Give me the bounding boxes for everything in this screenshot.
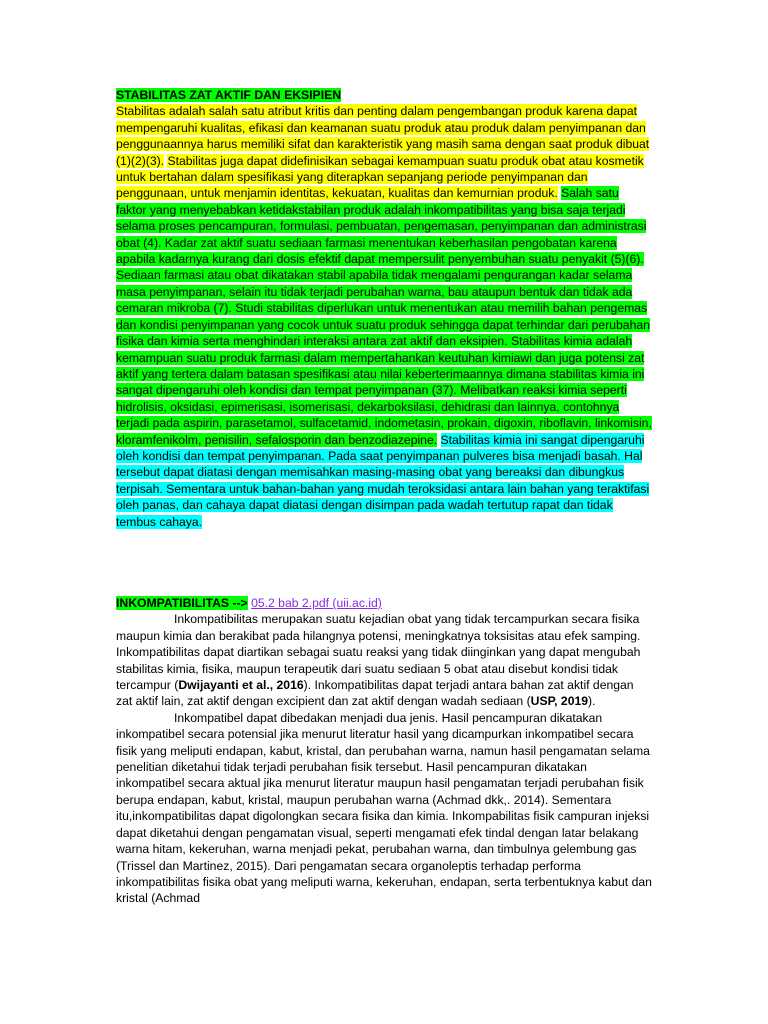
section-heading-inkompatibilitas xyxy=(116,595,652,611)
paragraph-stabilitas xyxy=(116,103,652,530)
highlight-cyan-segment: Stabilitas kimia ini sangat dipengaruhi oleh kondisi dan tempat penyimpanan. Pada saat penyimpanan pulveres bisa menjadi basah. Hal tersebut dapat diatasi dengan memisahkan masing-masing obat yang bereaksi dan dibungkus terpisah. Sementara untuk bahan-bahan yang mudah teroksidasi antara lain bahan yang teraktifasi oleh panas, dan cahaya dapat diatasi dengan disimpan pada wadah tertutup rapat dan tidak tembus cahaya. xyxy=(116,432,650,529)
citation: Dwijayanti et al., 2016 xyxy=(178,678,304,693)
paragraph-text: Inkompatibilitas merupakan suatu kejadian obat yang tidak tercampurkan secara fisika maupun kimia dan berakibat pada hilangnya potensi, meningkatnya toksisitas atau efek samping. Inkompatibilitas dapat diartikan sebagai suatu reaksi yang tidak diinginkan yang dapat mengubah stabilitas kimia, fisika, maupun terapeutik dari suatu sediaan 5 obat atau disebut kondisi tidak tercampur ( xyxy=(116,612,641,693)
paragraph-inkompatibilitas-1 xyxy=(116,611,652,709)
paragraph-inkompatibilitas-2 xyxy=(116,710,652,907)
section-heading-stabilitas xyxy=(116,87,652,103)
highlight-yellow-segment-2: Stabilitas juga dapat didefinisikan sebagai kemampuan suatu produk obat atau kosmetik untuk bertahan dalam spesifikasi yang diterapkan sepanjang periode penyimpanan dan penggunaan, untuk menjamin identitas, kekuatan, kualitas dan kemurnian produk. xyxy=(116,153,644,201)
paragraph-text: ). Inkompatibilitas dapat terjadi antara bahan zat aktif dengan zat aktif lain, zat aktif dengan excipient dan zat aktif dengan wadah sediaan ( xyxy=(116,678,634,709)
paragraph-text: Inkompatibel dapat dibedakan menjadi dua jenis. Hasil pencampuran dikatakan inkompatibel secara potensial jika menurut literatur hasil yang dicampurkan inkompatibel secara fisik yang meliputi endapan, kabut, kristal, dan perubahan warna, namun hasil pengamatan selama penelitian diketahui tidak terjadi perubahan fisik tersebut. Hasil pencampuran dikatakan inkompatibel secara aktual jika menurut literatur maupun hasil pengamatan terjadi perubahan fisik berupa endapan, kabut, kristal, maupun perubahan warna (Achmad dkk,. 2014). Sementara itu,inkompatibilitas dapat digolongkan secara fisika dan kimia. Inkompabilitas fisik campuran injeksi dapat diketahui dengan pengamatan visual, seperti mengamati efek tindal dengan latar belakang warna hitam, kekeruhan, warna menjadi pekat, perubahan warna, dan timbulnya gelembung gas (Trissel dan Martinez, 2015). Dari pengamatan secara organoleptis terhadap performa inkompatibilitas fisika obat yang meliputi warna, kekeruhan, endapan, serta terbentuknya kabut dan kristal (Achmad xyxy=(116,710,652,906)
source-link[interactable]: 05.2 bab 2.pdf (uii.ac.id) xyxy=(251,596,382,610)
highlight-green-segment: Salah satu faktor yang menyebabkan ketidakstabilan produk adalah inkompatibilitas yang bisa saja terjadi selama proses pencampuran, formulasi, pembuatan, pengemasan, penyimpanan dan administrasi obat (4). Kadar zat aktif suatu sediaan farmasi menentukan keberhasilan pengobatan karena apabila kadarnya kurang dari dosis efektif dapat mempersulit penyembuhan suatu penyakit (5)(6). Sediaan farmasi atau obat dikatakan stabil apabila tidak mengalami pengurangan kadar selama masa penyimpanan, selain itu tidak terjadi perubahan warna, bau ataupun bentuk dan tidak ada cemaran mikroba (7). Studi stabilitas diperlukan untuk menentukan atau memilih bahan pengemas dan kondisi penyimpanan yang cocok untuk suatu produk sehingga dapat terhindar dari perubahan fisika dan kimia serta menghindari interaksi antara zat aktif dan eksipien. Stabilitas kimia adalah kemampuan suatu produk farmasi dalam mempertahankan keutuhan kimiawi dan juga potensi zat aktif yang tertera dalam batasan spesifikasi atau nilai keberterimaannya dimana stabilitas kimia ini sangat dipengaruhi oleh kondisi dan tempat penyimpanan (37). Melibatkan reaksi kimia seperti hidrolisis, oksidasi, epimerisasi, isomerisasi, dekarboksilasi, dehidrasi dan lainnya, contohnya terjadi pada aspirin, parasetamol, sulfacetamid, indometasin, prokain, digoxin, riboflavin, linkomisin, kloramfenikolm, penisilin, sefalosporin dan benzodiazepine. xyxy=(116,186,652,447)
section-stabilitas xyxy=(116,87,652,530)
paragraph-text: ). xyxy=(588,694,596,709)
heading-text: STABILITAS ZAT AKTIF DAN EKSIPIEN xyxy=(116,88,342,102)
section-inkompatibilitas xyxy=(116,595,652,907)
highlight-yellow-segment: Stabilitas adalah salah satu atribut kritis dan penting dalam pengembangan produk karena dapat mempengaruhi kualitas, efikasi dan keamanan suatu produk atau produk dalam penyimpanan dan penggunaannya harus memiliki sifat dan karakteristik yang masih sama dengan saat produk dibuat (1)(2)(3). xyxy=(116,104,650,168)
heading-text: INKOMPATIBILITAS --> xyxy=(116,596,248,610)
citation: USP, 2019 xyxy=(530,694,589,709)
